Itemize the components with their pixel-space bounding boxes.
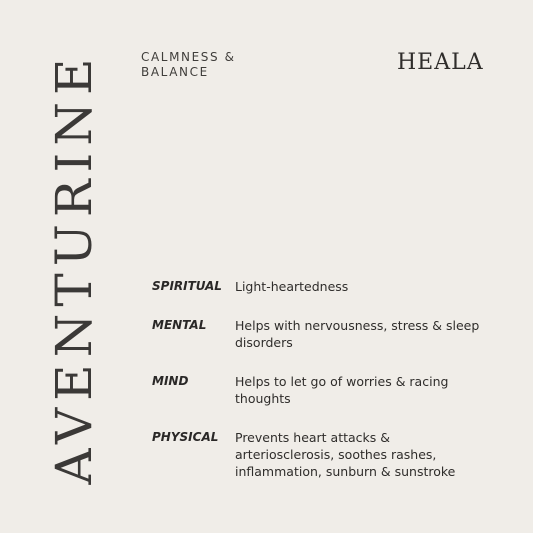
property-label: MIND [152,374,189,388]
crystal-name-title: AVENTURINE [45,51,103,485]
property-row-mental [152,317,492,351]
property-row-physical [152,429,492,480]
property-label: PHYSICAL [152,430,219,444]
property-description: Light-heartedness [235,279,349,294]
property-description: Prevents heart attacks & arteriosclerosis, soothes rashes, inflammation, sunburn & sunstroke [235,430,456,479]
property-row-mind [152,373,492,407]
property-description: Helps to let go of worries & racing thoughts [235,374,449,406]
property-label: SPIRITUAL [152,279,222,293]
property-description: Helps with nervousness, stress & sleep disorders [235,318,480,350]
property-label: MENTAL [152,318,207,332]
brand-logo: HEALA [397,50,484,75]
property-row-spiritual [152,278,492,295]
subtitle [141,50,236,80]
subtitle-line-1: CALMNESS & [141,50,236,64]
properties-list [152,278,492,502]
subtitle-line-2: BALANCE [141,65,209,79]
